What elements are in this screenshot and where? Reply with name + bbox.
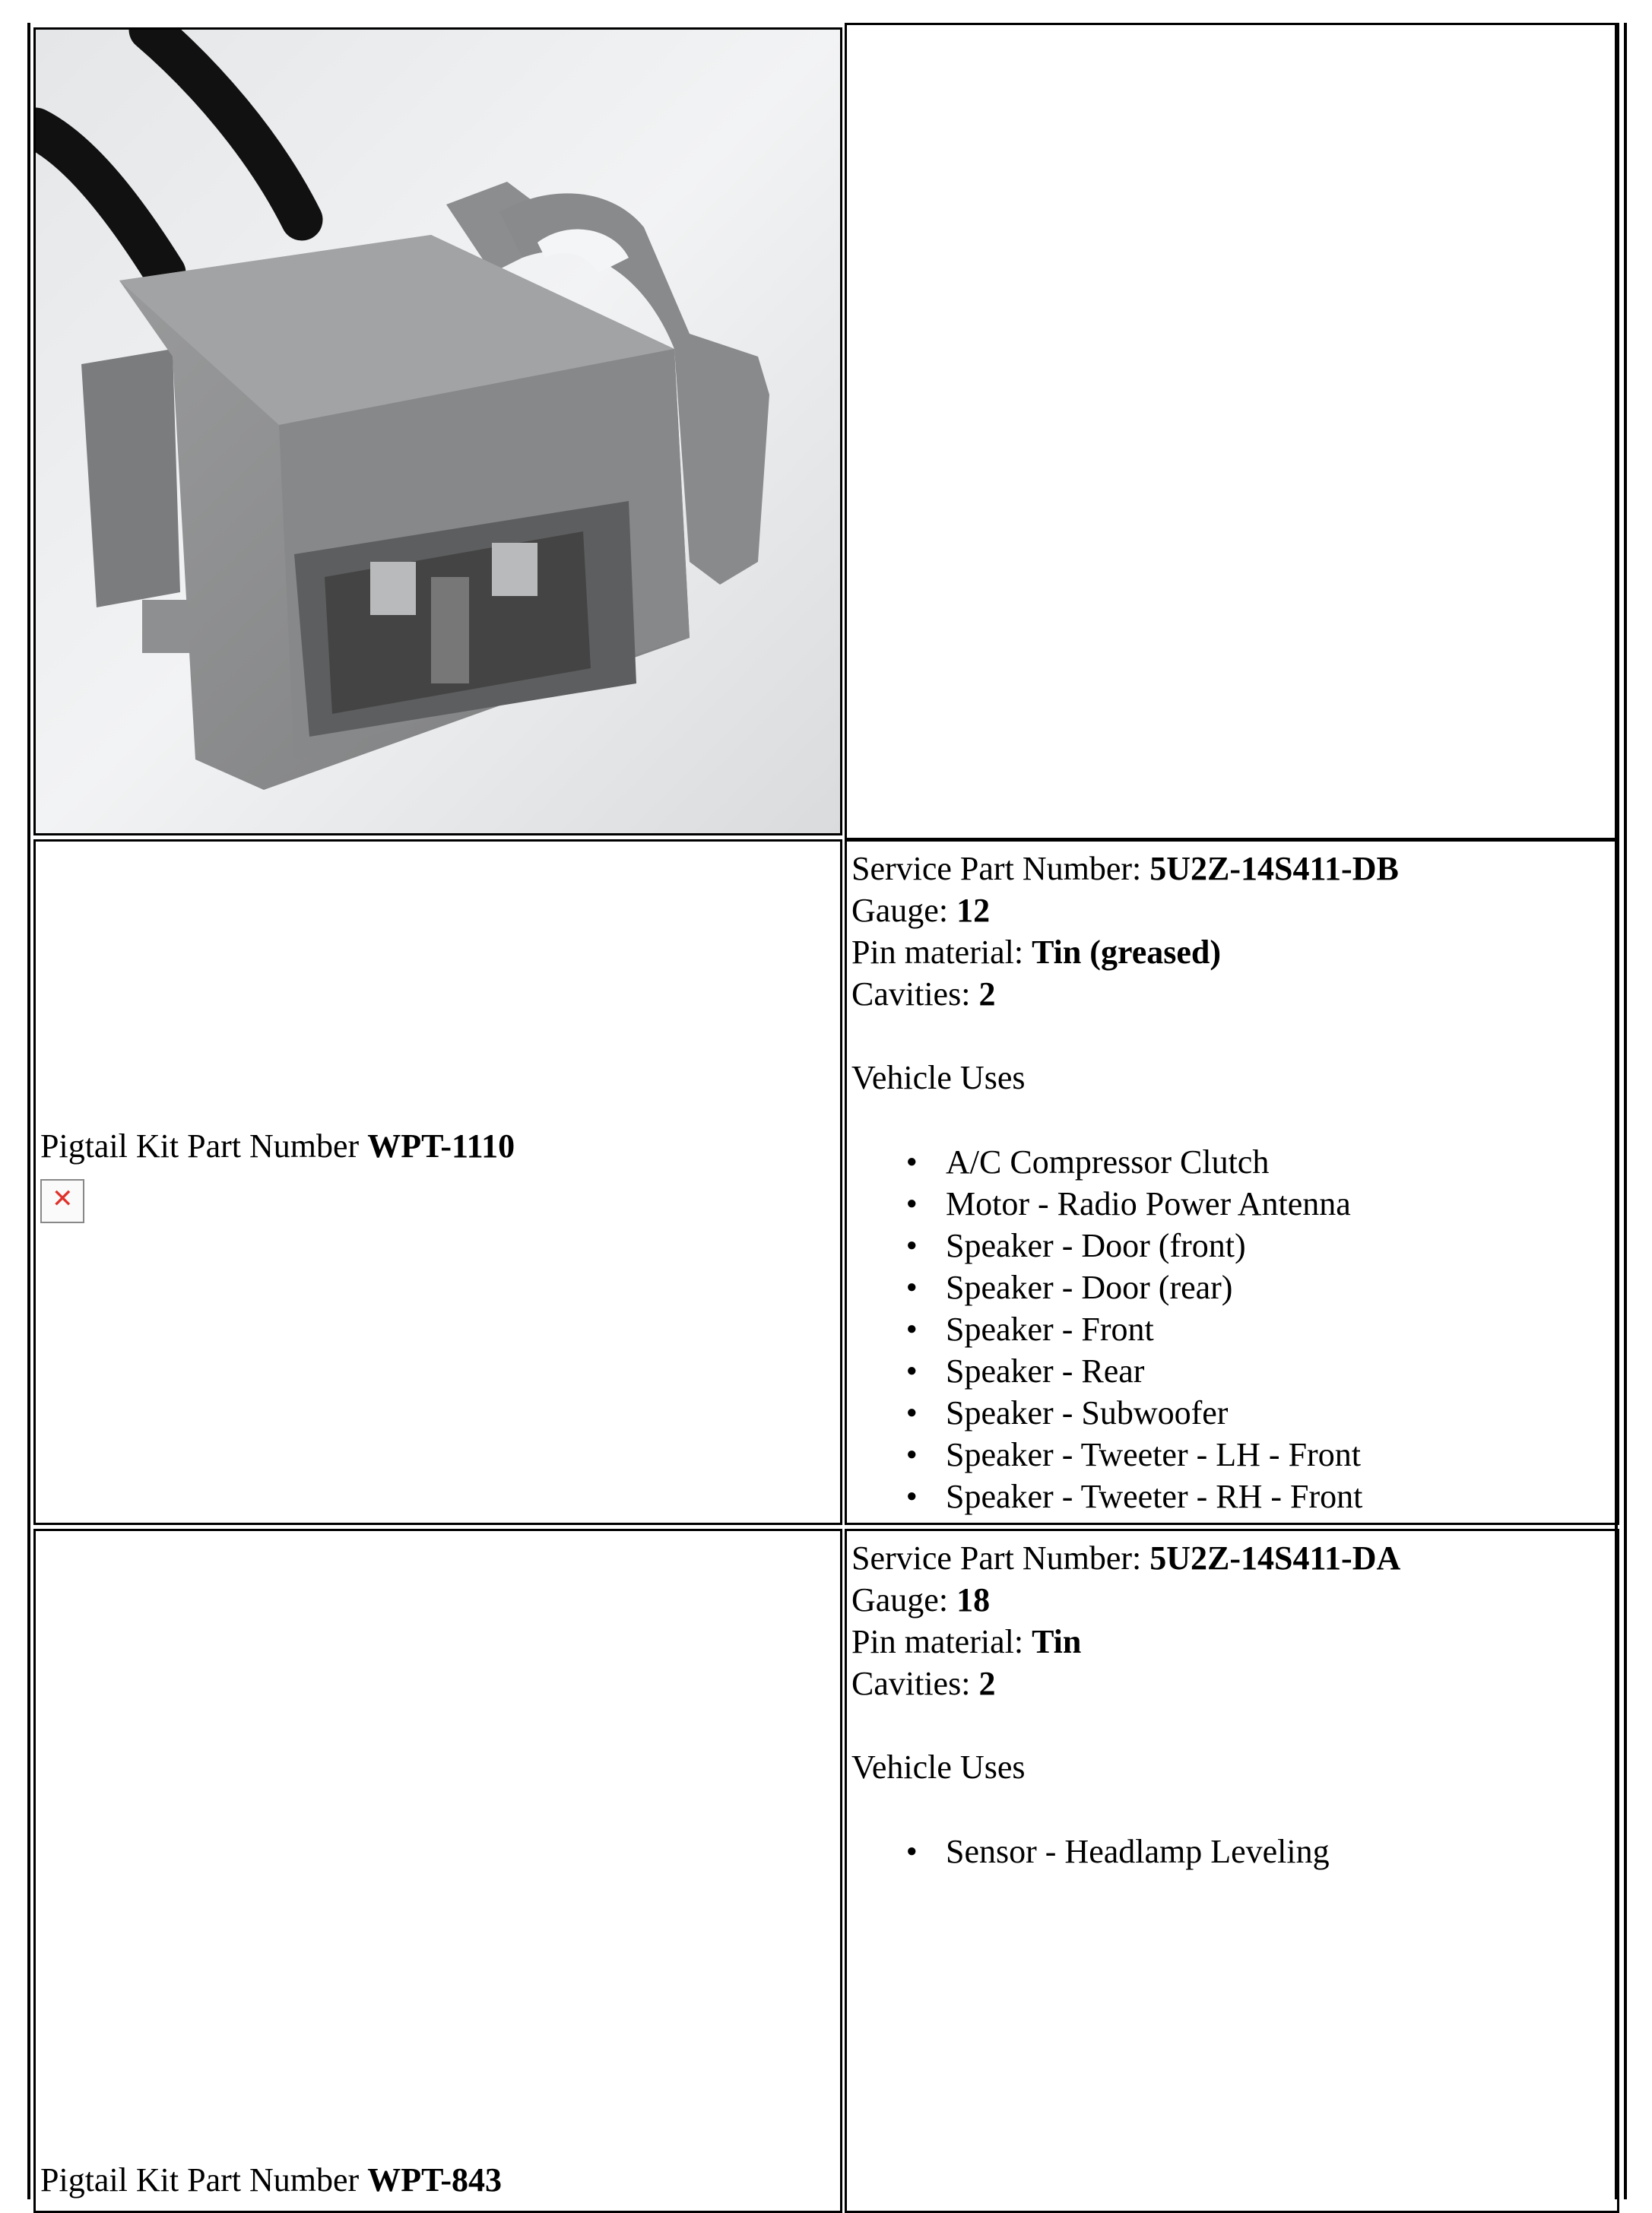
pigtail-cell-1 xyxy=(33,839,842,1525)
gauge-line xyxy=(851,1579,1617,1621)
service-part-line xyxy=(851,1537,1617,1579)
list-item: ● Speaker - Door (front) xyxy=(946,1225,1617,1267)
list-item: ● Speaker - Subwoofer xyxy=(946,1392,1617,1434)
broken-image-icon xyxy=(40,1179,84,1223)
photo-cell xyxy=(33,27,842,835)
pin-material-line xyxy=(851,931,1617,973)
cavities-label: Cavities: xyxy=(851,1665,971,1702)
cavities-value: 2 xyxy=(978,1665,996,1702)
list-item: ● Sensor - Headlamp Leveling xyxy=(946,1831,1617,1872)
pin-material-value: Tin xyxy=(1032,1623,1082,1660)
table-outer-border-right-outer xyxy=(1624,23,1627,2199)
service-part-number: 5U2Z-14S411-DA xyxy=(1149,1539,1401,1577)
service-part-label: Service Part Number: xyxy=(851,850,1142,887)
service-part-label: Service Part Number: xyxy=(851,1539,1142,1577)
pin-material-line xyxy=(851,1621,1617,1663)
cavities-value: 2 xyxy=(978,975,996,1013)
vehicle-uses-heading: Vehicle Uses xyxy=(851,1059,1026,1096)
vehicle-uses-heading: Vehicle Uses xyxy=(851,1749,1026,1786)
cavities-line xyxy=(851,973,1617,1015)
cavities-line xyxy=(851,1663,1617,1704)
vehicle-uses-list xyxy=(851,1831,1617,1872)
table-outer-border-left xyxy=(27,23,30,2199)
list-item: ● Speaker - Tweeter - RH - Front xyxy=(946,1476,1617,1517)
list-item: ● Speaker - Tweeter - LH - Front xyxy=(946,1434,1617,1476)
connector-photo xyxy=(36,30,840,833)
service-part-line xyxy=(851,848,1617,889)
gauge-label: Gauge: xyxy=(851,1581,949,1619)
pigtail-kit-line xyxy=(40,2159,502,2201)
pin-material-value: Tin (greased) xyxy=(1032,934,1222,971)
pigtail-kit-label: Pigtail Kit Part Number xyxy=(40,1127,360,1165)
gauge-value: 12 xyxy=(956,892,991,929)
pin-material-label: Pin material: xyxy=(851,934,1024,971)
part-info-cell-2 xyxy=(845,1529,1619,2213)
part-info-cell-1 xyxy=(845,839,1619,1525)
list-item: ● Speaker - Door (rear) xyxy=(946,1267,1617,1308)
list-item: ● A/C Compressor Clutch xyxy=(946,1141,1617,1183)
pigtail-kit-line xyxy=(40,1125,515,1167)
list-item: ● Speaker - Front xyxy=(946,1308,1617,1350)
service-part-number: 5U2Z-14S411-DB xyxy=(1149,850,1399,887)
cavities-label: Cavities: xyxy=(851,975,971,1013)
gauge-label: Gauge: xyxy=(851,892,949,929)
pigtail-kit-number: WPT-1110 xyxy=(367,1127,515,1165)
gauge-value: 18 xyxy=(956,1581,991,1619)
pin-material-label: Pin material: xyxy=(851,1623,1024,1660)
empty-cell xyxy=(845,23,1619,840)
pigtail-cell-2 xyxy=(33,1529,842,2213)
list-item: ● Motor - Radio Power Antenna xyxy=(946,1183,1617,1225)
vehicle-uses-list xyxy=(851,1141,1617,1517)
pigtail-kit-label: Pigtail Kit Part Number xyxy=(40,2161,360,2199)
pigtail-kit-number: WPT-843 xyxy=(367,2161,503,2199)
gauge-line xyxy=(851,889,1617,931)
list-item: ● Speaker - Rear xyxy=(946,1350,1617,1392)
